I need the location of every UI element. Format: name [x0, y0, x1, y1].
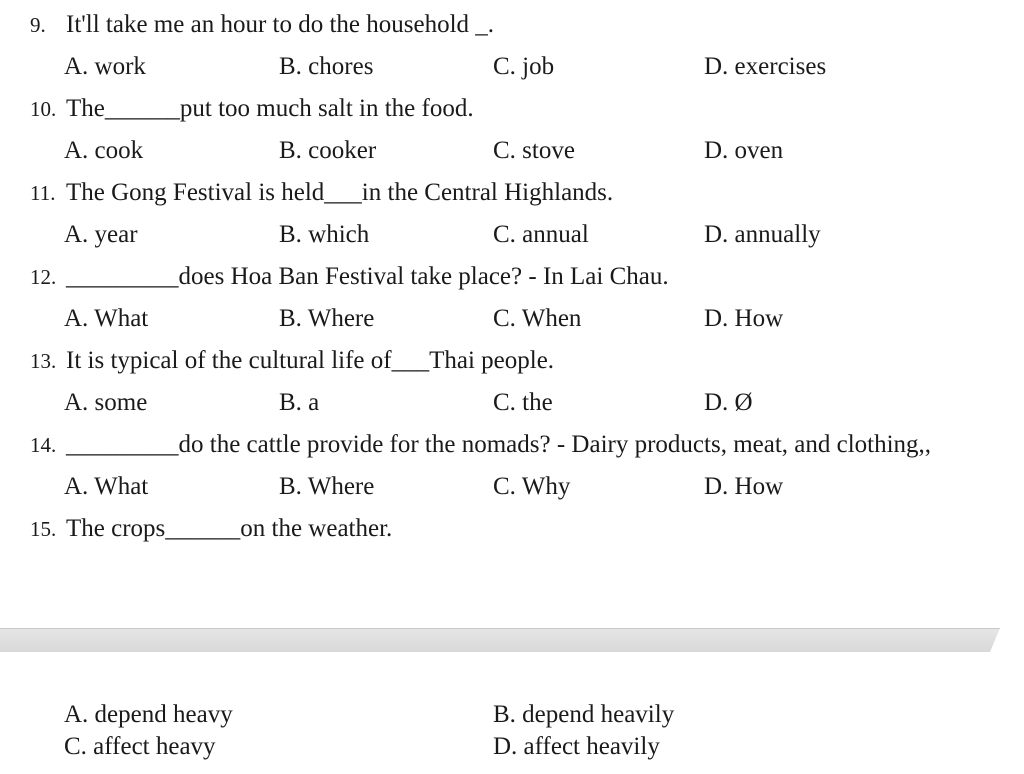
option-b[interactable]: B. a	[279, 389, 320, 416]
options-row	[0, 220, 1024, 250]
option-c[interactable]: C. job	[493, 53, 555, 80]
option-d[interactable]: D. Ø	[704, 389, 753, 416]
option-a[interactable]: A. depend heavy	[64, 701, 233, 728]
question-stem: The crops______on the weather.	[66, 515, 393, 542]
option-d[interactable]: D. affect heavily	[493, 733, 660, 760]
question-number: 9.	[30, 13, 46, 37]
question-number: 15.	[30, 517, 57, 541]
page-divider	[0, 628, 1000, 652]
question-stem: It is typical of the cultural life of___Thai people.	[66, 347, 555, 374]
question-number: 12.	[30, 265, 57, 289]
question-number: 14.	[30, 433, 57, 457]
question-stem: _________does Hoa Ban Festival take place? - In Lai Chau.	[66, 263, 669, 290]
option-a[interactable]: A. year	[64, 221, 138, 248]
option-b[interactable]: B. cooker	[279, 137, 377, 164]
option-a[interactable]: A. What	[64, 305, 149, 332]
option-a[interactable]: A. cook	[64, 137, 144, 164]
options-row	[0, 388, 1024, 418]
option-b[interactable]: B. which	[279, 221, 370, 248]
option-d[interactable]: D. How	[704, 473, 784, 500]
option-d[interactable]: D. oven	[704, 137, 784, 164]
options-row	[0, 136, 1024, 166]
option-d[interactable]: D. How	[704, 305, 784, 332]
option-b[interactable]: B. Where	[279, 305, 375, 332]
option-b[interactable]: B. depend heavily	[493, 701, 675, 728]
option-c[interactable]: C. affect heavy	[64, 733, 216, 760]
option-c[interactable]: C. stove	[493, 137, 575, 164]
question-stem: The______put too much salt in the food.	[66, 95, 474, 122]
option-d[interactable]: D. annually	[704, 221, 821, 248]
options-row	[0, 52, 1024, 82]
option-d[interactable]: D. exercises	[704, 53, 827, 80]
page-divider-edge	[0, 628, 1000, 629]
option-a[interactable]: A. work	[64, 53, 146, 80]
question-number: 13.	[30, 349, 57, 373]
option-c[interactable]: C. annual	[493, 221, 589, 248]
question-number: 11.	[30, 181, 56, 205]
options-row	[0, 304, 1024, 334]
option-a[interactable]: A. some	[64, 389, 148, 416]
options-row	[0, 472, 1024, 502]
option-b[interactable]: B. Where	[279, 473, 375, 500]
option-c[interactable]: C. the	[493, 389, 553, 416]
question-stem: It'll take me an hour to do the household _.	[66, 11, 495, 38]
question-stem: _________do the cattle provide for the nomads? - Dairy products, meat, and clothing,,	[66, 431, 932, 458]
question-number: 10.	[30, 97, 57, 121]
question-stem: The Gong Festival is held___in the Central Highlands.	[66, 179, 614, 206]
option-c[interactable]: C. Why	[493, 473, 571, 500]
option-c[interactable]: C. When	[493, 305, 582, 332]
option-b[interactable]: B. chores	[279, 53, 374, 80]
option-a[interactable]: A. What	[64, 473, 149, 500]
